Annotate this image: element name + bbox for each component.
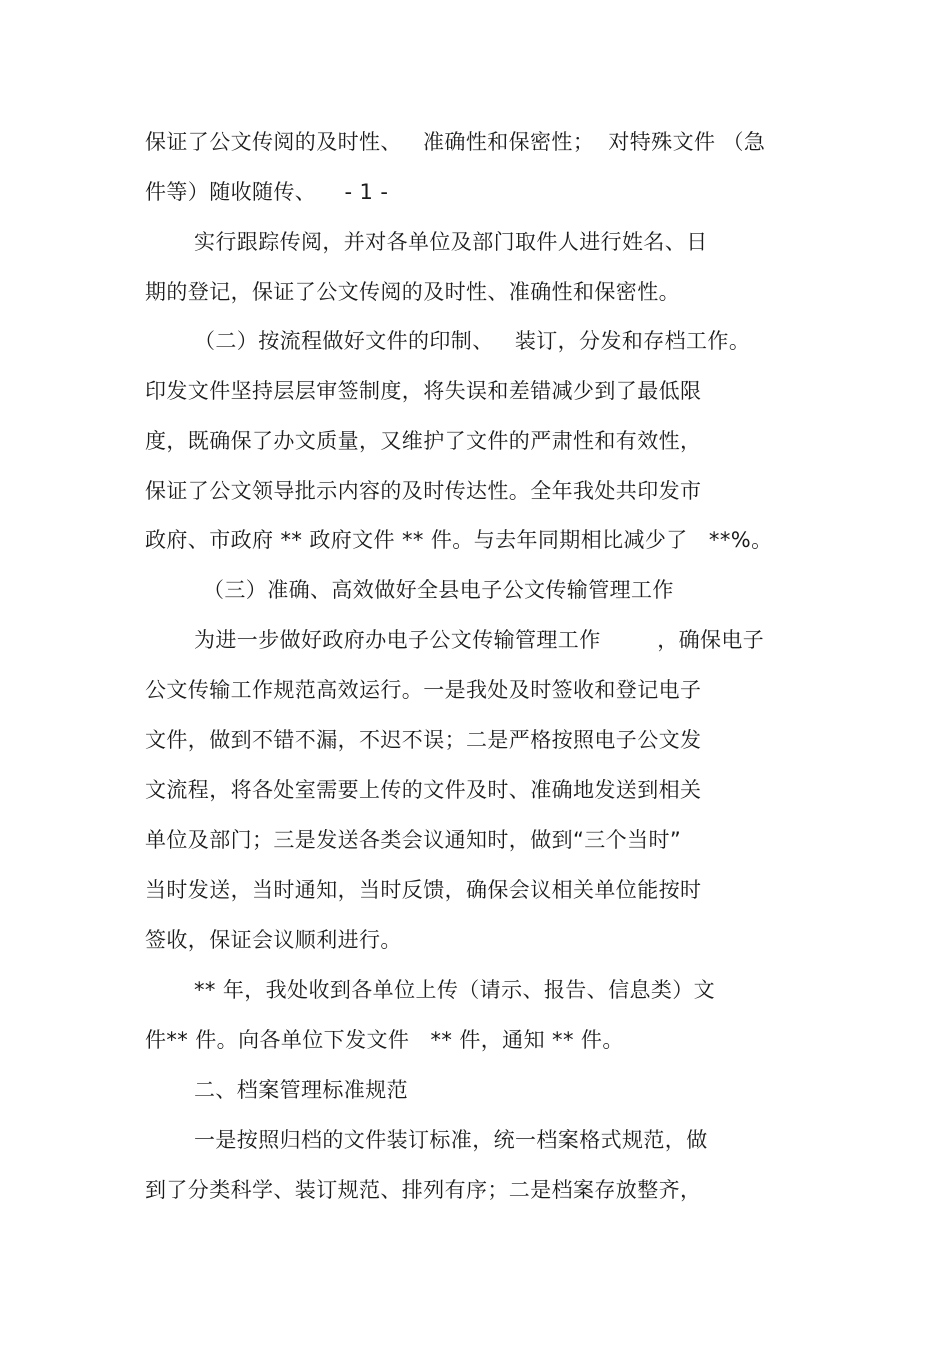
paragraph-line: 期的登记，保证了公文传阅的及时性、准确性和保密性。 [145,280,680,304]
paragraph-line: 政府、市政府 ** 政府文件 ** 件。与去年同期相比减少了 **%。 [145,528,773,552]
paragraph-line: 实行跟踪传阅，并对各单位及部门取件人进行姓名、日 [194,230,708,254]
paragraph-line: 为进一步做好政府办电子公文传输管理工作 ，确保电子 [194,628,765,652]
paragraph-line: 公文传输工作规范高效运行。一是我处及时签收和登记电子 [145,678,702,702]
paragraph-line: ** 年，我处收到各单位上传（请示、报告、信息类）文 [194,978,716,1002]
paragraph-line: 件** 件。向各单位下发文件 ** 件，通知 ** 件。 [145,1028,624,1052]
section-heading-2: （二）按流程做好文件的印制、 装订，分发和存档工作。 [194,329,751,353]
text-line-1: 保证了公文传阅的及时性、 准确性和保密性； 对特殊文件 （急 [145,130,766,154]
paragraph-line: 当时发送，当时通知，当时反馈，确保会议相关单位能按时 [145,878,702,902]
section-heading-archive: 二、档案管理标准规范 [194,1078,408,1102]
section-heading-3: （三）准确、高效做好全县电子公文传输管理工作 [203,578,674,602]
paragraph-line: 度，既确保了办文质量，又维护了文件的严肃性和有效性， [145,429,702,453]
paragraph-line: 单位及部门；三是发送各类会议通知时，做到“三个当时” [145,828,682,852]
paragraph-line: 一是按照归档的文件装订标准，统一档案格式规范，做 [194,1128,708,1152]
paragraph-line: 印发文件坚持层层审签制度，将失误和差错减少到了最低限 [145,379,702,403]
paragraph-line: 文流程，将各处室需要上传的文件及时、准确地发送到相关 [145,778,702,802]
text-line-2: 件等）随收随传、 - 1 - [145,180,389,204]
paragraph-line: 文件，做到不错不漏，不迟不误；二是严格按照电子公文发 [145,728,702,752]
paragraph-line: 签收，保证会议顺利进行。 [145,928,402,952]
paragraph-line: 保证了公文领导批示内容的及时传达性。全年我处共印发市 [145,479,702,503]
paragraph-line: 到了分类科学、装订规范、排列有序；二是档案存放整齐， [145,1178,702,1202]
